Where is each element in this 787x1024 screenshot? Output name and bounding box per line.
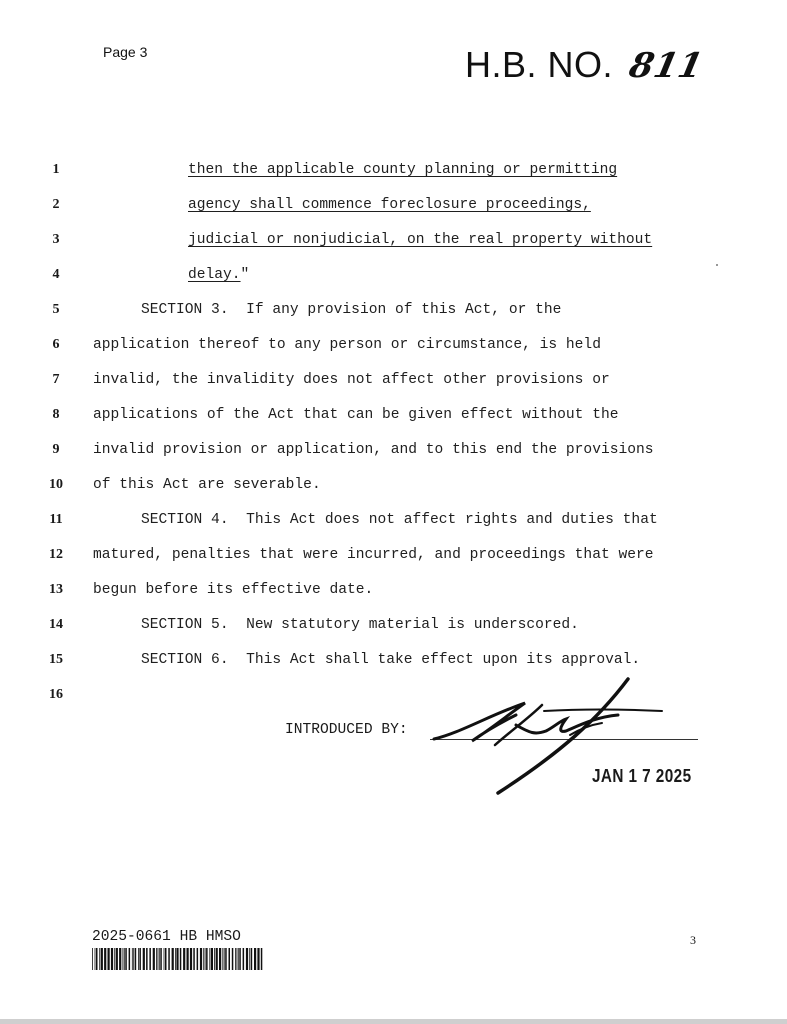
barcode-bar <box>239 948 241 970</box>
line-text <box>93 372 610 388</box>
barcode-bar <box>229 948 231 970</box>
line-text <box>141 652 640 668</box>
document-id: 2025-0661 HB HMSO <box>92 929 241 945</box>
line-number: 8 <box>52 407 60 422</box>
barcode-bar <box>190 948 192 970</box>
line-number: 14 <box>49 617 63 632</box>
barcode-bar <box>123 948 124 970</box>
line-number: 6 <box>52 337 60 352</box>
barcode-bar <box>224 948 225 970</box>
line-text <box>93 407 618 423</box>
barcode-bar <box>172 948 174 970</box>
text-segment: application thereof to any person or circumstance, is held <box>93 337 601 353</box>
barcode-bar <box>146 948 148 970</box>
line-number: 12 <box>49 547 63 562</box>
line-text <box>141 617 579 633</box>
barcode-bar <box>104 948 106 970</box>
barcode-bar <box>211 948 213 970</box>
bill-line <box>0 371 787 393</box>
line-number: 2 <box>52 197 60 212</box>
barcode-bar <box>206 948 208 970</box>
barcode-bar <box>246 948 248 970</box>
text-segment: SECTION 4. This Act does not affect rights and duties that <box>141 512 658 528</box>
line-text <box>93 547 654 563</box>
text-segment: " <box>240 267 250 283</box>
barcode-bar <box>164 948 165 970</box>
barcode-bar <box>160 948 162 970</box>
barcode-bar <box>149 948 151 970</box>
page-label: Page 3 <box>103 44 148 60</box>
page-bottom-edge <box>0 1019 787 1024</box>
line-text <box>93 442 654 458</box>
line-number: 16 <box>49 687 63 702</box>
barcode-bar <box>197 948 199 970</box>
underscored-text: agency shall commence foreclosure proceedings, <box>188 197 591 213</box>
barcode-bar <box>238 948 239 970</box>
introduced-by-label: INTRODUCED BY: <box>285 722 408 738</box>
barcode-bar <box>261 948 263 970</box>
underscored-text: delay. <box>188 267 241 283</box>
bill-line <box>0 196 787 218</box>
bill-line <box>0 476 787 498</box>
barcode-bar <box>249 948 250 970</box>
barcode-bar <box>235 948 236 970</box>
line-number: 13 <box>49 582 63 597</box>
barcode-bar <box>214 948 215 970</box>
barcode-bar <box>129 948 131 970</box>
barcode-bar <box>116 948 118 970</box>
line-number: 15 <box>49 652 63 667</box>
bill-line <box>0 266 787 288</box>
barcode-bar <box>200 948 202 970</box>
text-segment: SECTION 5. New statutory material is underscored. <box>141 617 579 633</box>
barcode-bar <box>159 948 160 970</box>
bill-line <box>0 546 787 568</box>
barcode-bar <box>143 948 145 970</box>
bill-line <box>0 441 787 463</box>
line-text <box>188 267 249 283</box>
barcode-bar <box>114 948 115 970</box>
line-number: 3 <box>52 232 60 247</box>
barcode-bar <box>92 948 93 970</box>
text-segment: invalid, the invalidity does not affect other provisions or <box>93 372 610 388</box>
line-text <box>93 477 321 493</box>
barcode-bar <box>132 948 133 970</box>
bill-line <box>0 511 787 533</box>
line-number: 7 <box>52 372 60 387</box>
barcode-bar <box>165 948 167 970</box>
barcode-bar <box>125 948 127 970</box>
line-number: 11 <box>49 512 63 527</box>
bill-line <box>0 406 787 428</box>
barcode-bar <box>251 948 253 970</box>
barcode-bar <box>176 948 178 970</box>
line-number: 4 <box>52 267 60 282</box>
barcode-bar <box>135 948 137 970</box>
bill-line <box>0 301 787 323</box>
line-text <box>141 512 658 528</box>
bill-line <box>0 161 787 183</box>
text-segment: SECTION 3. If any provision of this Act, or the <box>141 302 562 318</box>
line-text <box>93 582 373 598</box>
barcode-bar <box>205 948 206 970</box>
barcode-bar <box>180 948 182 970</box>
barcode-bar <box>225 948 227 970</box>
bill-line <box>0 651 787 673</box>
line-text <box>141 302 561 318</box>
barcode-bar <box>187 948 189 970</box>
line-number: 1 <box>52 162 60 177</box>
barcode-bar <box>133 948 134 970</box>
line-text <box>188 232 652 248</box>
received-date-stamp: JAN 1 7 2025 <box>592 766 692 786</box>
barcode-bar <box>95 948 96 970</box>
barcode-bar <box>232 948 234 970</box>
line-text <box>188 197 591 213</box>
barcode-bar <box>175 948 176 970</box>
underscored-text: judicial or nonjudicial, on the real property without <box>188 232 653 248</box>
barcode-bar <box>138 948 139 970</box>
barcode-bar <box>108 948 110 970</box>
barcode-bar <box>124 948 125 970</box>
barcode-bar <box>243 948 245 970</box>
barcode-bar <box>219 948 221 970</box>
page-number: 3 <box>690 933 696 947</box>
bill-number-handwritten: 811 <box>625 46 707 86</box>
line-number: 5 <box>52 302 60 317</box>
barcode-bar <box>254 948 256 970</box>
line-number: 10 <box>49 477 63 492</box>
barcode-bar <box>119 948 121 970</box>
text-segment: applications of the Act that can be given effect without the <box>93 407 619 423</box>
text-segment: begun before its effective date. <box>93 582 374 598</box>
barcode-bar <box>168 948 170 970</box>
bill-line <box>0 581 787 603</box>
barcode-bar <box>216 948 218 970</box>
barcode-bar <box>156 948 157 970</box>
barcode-bar <box>101 948 103 970</box>
barcode-bar <box>96 948 98 970</box>
bill-prefix: H.B. NO. <box>465 44 614 85</box>
line-text <box>93 337 601 353</box>
text-segment: matured, penalties that were incurred, and proceedings that were <box>93 547 654 563</box>
underscored-text: then the applicable county planning or permitting <box>188 162 618 178</box>
text-segment: SECTION 6. This Act shall take effect upon its approval. <box>141 652 641 668</box>
bill-line <box>0 336 787 358</box>
barcode-bar <box>209 948 210 970</box>
line-number: 9 <box>52 442 60 457</box>
barcode-bar <box>111 948 113 970</box>
text-segment: invalid provision or application, and to this end the provisions <box>93 442 654 458</box>
barcode-bar <box>158 948 159 970</box>
line-text <box>188 162 617 178</box>
bill-line <box>0 231 787 253</box>
barcode-bar <box>222 948 223 970</box>
barcode-bar <box>183 948 185 970</box>
barcode-bar <box>203 948 204 970</box>
barcode-bar <box>193 948 195 970</box>
barcode <box>92 948 266 970</box>
barcode-bar <box>139 948 141 970</box>
barcode-bar <box>99 948 100 970</box>
bill-line <box>0 616 787 638</box>
barcode-bar <box>237 948 238 970</box>
bill-title <box>465 44 707 86</box>
barcode-bar <box>257 948 259 970</box>
text-segment: of this Act are severable. <box>93 477 321 493</box>
barcode-bar <box>153 948 155 970</box>
